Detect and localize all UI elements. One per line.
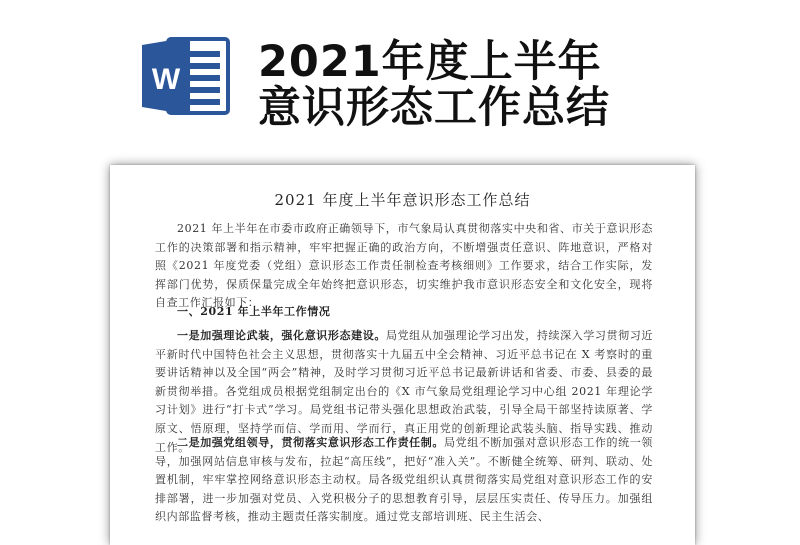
word-document-icon — [140, 35, 232, 117]
paragraph-2-lead: 二是加强党组领导，贯彻落实意识形态工作责任制。 — [177, 436, 445, 449]
document-page — [110, 165, 695, 545]
word-icon-letter: W — [151, 63, 181, 96]
page-title-line-2: 意识形态工作总结 — [258, 83, 610, 133]
section-heading: 一、2021 年上半年工作情况 — [177, 305, 331, 318]
paragraph-2-body: 局党组不断加强对意识形态工作的统一领导，加强网站信息审核与发布，拉起“高压线”，把好“准入关”。不断健全统筹、研判、联动、处置机制，牢牢掌控网络意识形态主动权。局各级党组织认真贯彻落实局党组对意识形态工作的安排部署，进一步加强对党员、入党积极分子的思想教育引导，层层压实责任、传导压力。加强组织内部监督考核，推动主题责任落实制度。通过党支部培训班、民主生活会、 — [155, 436, 653, 524]
page-title-line-1: 2021年度上半年 — [258, 37, 602, 87]
paragraph-1-body: 局党组从加强理论学习出发，持续深入学习贯彻习近平新时代中国特色社会主义思想，贯彻落实十九届五中全会精神、习近平总书记在 X 考察时的重要讲话精神以及全国“两会”精神，及时学习贯彻习近平总书记最新讲话和省委、市委、县委的最新贯彻举措。各党组成员根据党组制定出台的《X 市气象局党组理论学习中心组 2021 年理论学习计划》进行“打卡式”学习。局党组书记带头强化思想政治武装，引导全局干部坚持读原著、学原文、悟原理，坚持学而信、学而用、学而行，真正用党的创新理论武装头脑、指导实践、推动工作。 — [155, 329, 653, 454]
header-banner — [0, 0, 800, 150]
document-title: 2021 年度上半年意识形态工作总结 — [274, 191, 531, 209]
paragraph-1-lead: 一是加强理论武装，强化意识形态建设。 — [177, 329, 386, 342]
paragraph-2 — [155, 434, 653, 527]
intro-paragraph: 2021 年上半年在市委市政府正确领导下，市气象局认真贯彻落实中央和省、市关于意识形态工作的决策部署和指示精神，牢牢把握正确的政治方向，不断增强责任意识、阵地意识，严格对照《2021 年度党委（党组）意识形态工作责任制检查考核细则》工作要求，结合工作实际，发挥部门优势，保质保量完成全年始终把意识形态，切实维护我市意识形态安全和文化安全，现将自查工作汇报如下： — [155, 222, 653, 310]
